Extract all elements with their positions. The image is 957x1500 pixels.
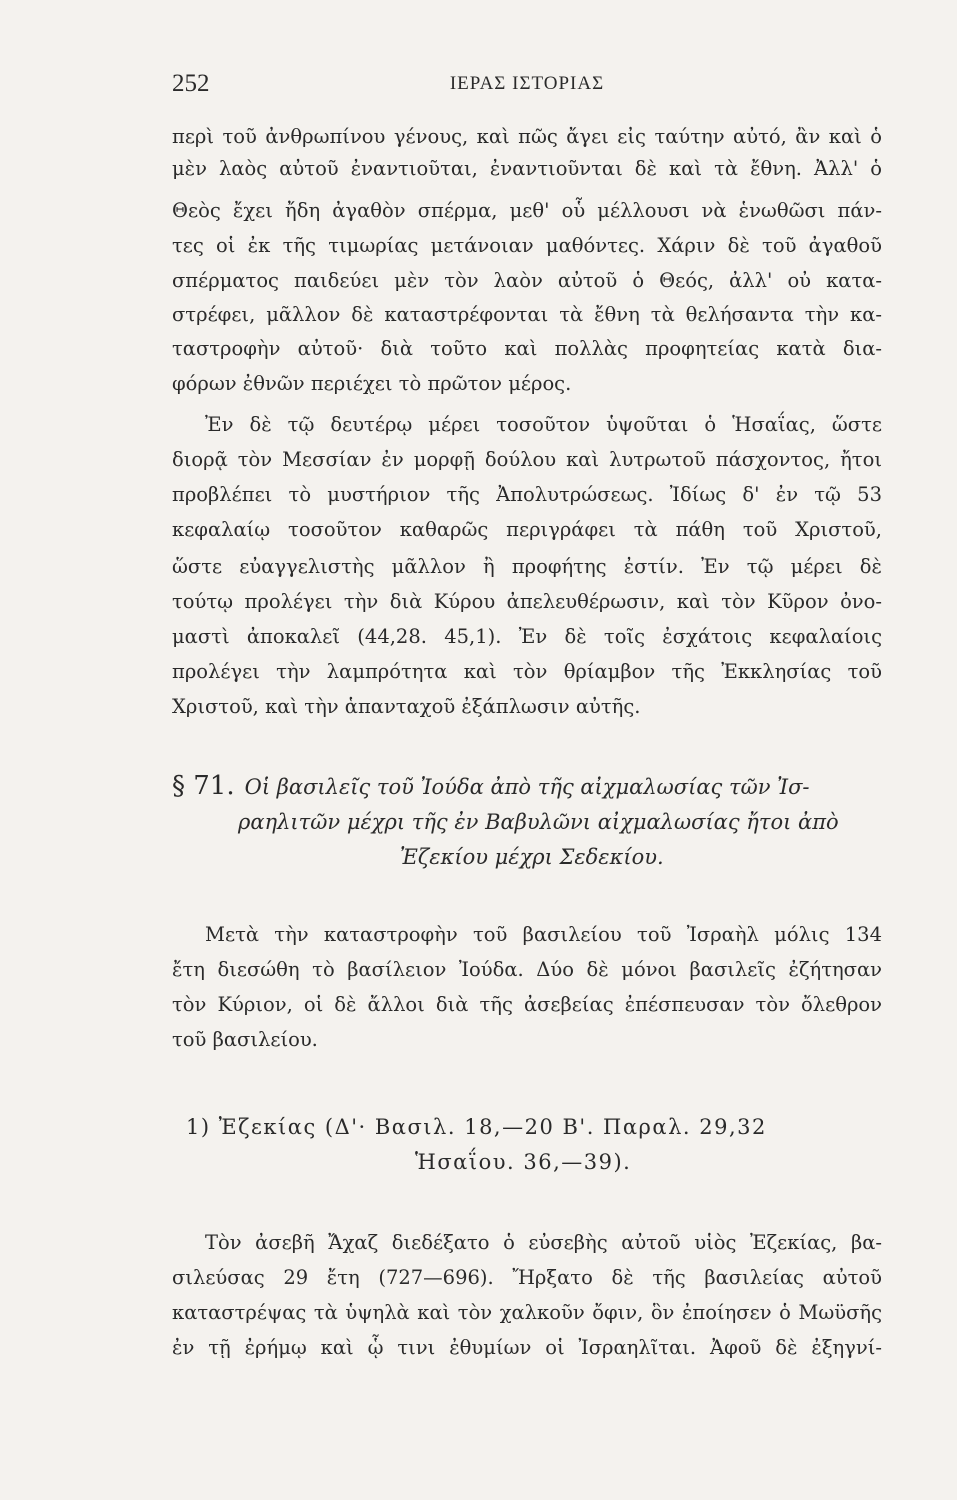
text-line: Θεὸς ἔχει ἤδη ἀγαθὸν σπέρμα, μεθ' οὗ μέλλουσι νὰ ἑνωθῶσι πάν- xyxy=(172,199,882,222)
text-line: τοῦ βασιλείου. xyxy=(172,1028,318,1051)
text-line: τες οἱ ἐκ τῆς τιμωρίας μετάνοιαν μαθόντες. Χάριν δὲ τοῦ ἀγαθοῦ xyxy=(172,234,882,257)
text-line: ὥστε εὐαγγελιστὴς μᾶλλον ἢ προφήτης ἐστίν. Ἐν τῷ μέρει δὲ xyxy=(172,555,882,578)
text-line: φόρων ἐθνῶν περιέχει τὸ πρῶτον μέρος. xyxy=(172,372,572,395)
text-line: ἐν τῇ ἐρήμῳ καὶ ᾧ τινι ἐθυμίων οἱ Ἰσραηλῖται. Ἀφοῦ δὲ ἐξηγνί- xyxy=(172,1336,882,1359)
section-title-line: Ἐζεκίου μέχρι Σεδεκίου. xyxy=(400,845,664,869)
text-line: προβλέπει τὸ μυστήριον τῆς Ἀπολυτρώσεως. Ἰδίως δ' ἐν τῷ 53 xyxy=(172,483,882,506)
text-line: σπέρματος παιδεύει μὲν τὸν λαὸν αὐτοῦ ὁ Θεός, ἀλλ' οὐ κατα- xyxy=(172,269,882,292)
text-line: Μετὰ τὴν καταστροφὴν τοῦ βασιλείου τοῦ Ἰσραὴλ μόλις 134 xyxy=(205,923,882,946)
text-line: ταστροφὴν αὐτοῦ· διὰ τοῦτο καὶ πολλὰς προφητείας κατὰ δια- xyxy=(172,337,882,360)
page-header xyxy=(172,70,882,104)
text-line: περὶ τοῦ ἀνθρωπίνου γένους, καὶ πῶς ἄγει εἰς ταύτην αὐτό, ἂν καὶ ὁ xyxy=(172,125,882,148)
text-line: μὲν λαὸς αὐτοῦ ἐναντιοῦται, ἐναντιοῦνται δὲ καὶ τὰ ἔθνη. Ἀλλ' ὁ xyxy=(172,157,882,180)
text-line: Τὸν ἀσεβῆ Ἄχαζ διεδέξατο ὁ εὐσεβὴς αὐτοῦ υἱὸς Ἐζεκίας, βα- xyxy=(205,1231,882,1254)
text-line: τούτῳ προλέγει τὴν διὰ Κύρου ἀπελευθέρωσιν, καὶ τὸν Κῦρον ὀνο- xyxy=(172,590,882,613)
text-line: καταστρέψας τὰ ὑψηλὰ καὶ τὸν χαλκοῦν ὄφιν, ὃν ἐποίησεν ὁ Μωϋσῆς xyxy=(172,1301,882,1324)
subsection-heading-cont: Ἡσαΐου. 36,—39). xyxy=(415,1150,632,1174)
text-line: κεφαλαίῳ τοσοῦτον καθαρῶς περιγράφει τὰ πάθη τοῦ Χριστοῦ, xyxy=(172,518,882,541)
section-number: § 71. xyxy=(172,771,235,801)
section-title-line: Οἱ βασιλεῖς τοῦ Ἰούδα ἀπὸ τῆς αἰχμαλωσίας τῶν Ἰσ- xyxy=(244,775,810,799)
running-title: ΙΕΡΑΣ ΙΣΤΟΡΙΑΣ xyxy=(449,73,605,94)
text-line: τὸν Κύριον, οἱ δὲ ἄλλοι διὰ τῆς ἀσεβείας ἐπέσπευσαν τὸν ὄλεθρον xyxy=(172,993,882,1016)
text-line: Χριστοῦ, καὶ τὴν ἁπανταχοῦ ἐξάπλωσιν αὐτῆς. xyxy=(172,695,641,718)
text-line: διορᾷ τὸν Μεσσίαν ἐν μορφῇ δούλου καὶ λυτρωτοῦ πάσχοντος, ἤτοι xyxy=(172,448,882,471)
subsection-heading: 1) Ἐζεκίας (Δ'· Βασιλ. 18,—20 Β'. Παραλ. 29,32 xyxy=(186,1115,767,1139)
section-heading xyxy=(172,770,882,803)
text-line: στρέφει, μᾶλλον δὲ καταστρέφονται τὰ ἔθνη τὰ θελήσαντα τὴν κα- xyxy=(172,303,882,326)
text-line: Ἐν δὲ τῷ δευτέρῳ μέρει τοσοῦτον ὑψοῦται ὁ Ἡσαΐας, ὥστε xyxy=(205,413,882,436)
page-number: 252 xyxy=(172,70,210,97)
section-title-line: ραηλιτῶν μέχρι τῆς ἐν Βαβυλῶνι αἰχμαλωσίας ἤτοι ἀπὸ xyxy=(238,810,839,834)
text-line: ἔτη διεσώθη τὸ βασίλειον Ἰούδα. Δύο δὲ μόνοι βασιλεῖς ἐζήτησαν xyxy=(172,958,882,981)
text-line: μαστὶ ἀποκαλεῖ (44,28. 45,1). Ἐν δὲ τοῖς ἐσχάτοις κεφαλαίοις xyxy=(172,625,882,648)
text-line: προλέγει τὴν λαμπρότητα καὶ τὸν θρίαμβον τῆς Ἐκκλησίας τοῦ xyxy=(172,660,882,683)
text-line: σιλεύσας 29 ἔτη (727—696). Ἤρξατο δὲ τῆς βασιλείας αὐτοῦ xyxy=(172,1266,882,1289)
